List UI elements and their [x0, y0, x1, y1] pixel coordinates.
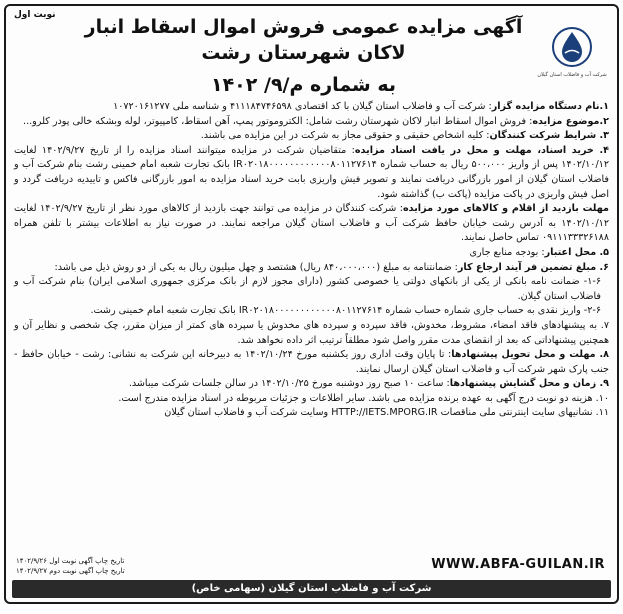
item-1 — [14, 100, 609, 115]
item-10 — [14, 392, 609, 407]
item-text: : شرکت آب و فاضلاب استان گیلان با کد اقتصادی ۴۱۱۱۸۴۷۴۶۵۹۸ و شناسه ملی ۱۰۷۲۰۱۶۱۲۷۷ — [113, 101, 492, 112]
second-print-date: تاریخ چاپ آگهی نوبت دوم ۱۴۰۲/۹/۲۷ — [16, 567, 125, 575]
edition-label: نوبت اول — [14, 10, 56, 20]
item-11 — [14, 406, 609, 421]
item-label: ۴. خرید اسناد، مهلت و محل در یافت اسناد مزایده — [354, 144, 609, 156]
water-drop-logo-icon — [551, 26, 593, 68]
item-text: . به پیشنهادهای فاقد امضاء، مشروط، مخدوش، فاقد سپرده و سپرده های مخدوش یا سپرده های کمتر از میزان مقرر، چک شخصی و نظایر آن و همچنین پیشنهاداتی که بعد از انقضای مدت مقرر واصل شود مطلقاً ترتیب اثر داده نخواهد شد. — [14, 319, 609, 346]
item-label: ۲-۶ — [587, 305, 601, 317]
notice-body — [14, 100, 609, 421]
item-6-2 — [14, 304, 609, 319]
item-label: ۲.موضوع مزایده — [532, 115, 609, 127]
item-text: - واریز نقدی به حساب جاری شماره حساب شماره IR۰۲۰۱۸۰۰۰۰۰۰۰۰۰۰۰۰۸۰۱۱۲۷۶۱۴ بانک تجارت شعبه امام خمینی رشت. — [90, 305, 588, 317]
item-6 — [14, 261, 609, 276]
website-address: WWW.ABFA-GUILAN.IR — [431, 557, 605, 572]
item-label: ۱-۶ — [587, 276, 601, 288]
item-label: ۶. مبلغ تضمین فر آیند ارجاع کار — [457, 261, 609, 273]
company-logo — [537, 26, 607, 90]
notice-title — [76, 14, 531, 98]
item-visit — [14, 202, 609, 246]
item-label: ۸. مهلت و محل تحویل پیشنهادها — [451, 349, 610, 361]
logo-caption: شرکت آب و فاضلاب استان گیلان — [537, 72, 607, 78]
item-9 — [14, 377, 609, 392]
item-label: مهلت بازدید از اقلام و کالاهای مورد مزایده — [403, 203, 609, 215]
item-label: ۵. محل اعتبار — [544, 246, 609, 258]
title-line-2: به شماره م/۹/ ۱۴۰۲ — [210, 74, 397, 96]
item-6-1 — [14, 275, 609, 304]
item-label: ۱۰ — [598, 392, 609, 404]
item-label: ۱۱ — [598, 407, 609, 419]
item-text: : ضمانتنامه به مبلغ (۸۴۰،۰۰۰،۰۰۰ ریال) هشتصد و چهل میلیون ریال به یکی از دو روش ذیل می باشد: — [54, 261, 458, 273]
item-text: : متقاضیان شرکت در مزایده میتوانند اسناد مزایده را از تاریخ ۱۴۰۲/۹/۲۷ لغایت ۱۴۰۲/۱۰/۱۲ پس از واریز ۵۰۰،۰۰۰ ریال به حساب شماره IR۰۲۰۱۸۰۰۰۰۰۰۰۰۰۰۰۰۸۰۱۱۲۷۶۱۴ بانک تجارت شعبه امام خمینی رشت بنام شرکت آب و فاضلاب استان گیلان از امور بازرگانی دریافت نمایند و تصویر فیش واریزی بابت خرید اسناد مزایده به امور بازرگانی فاکس و تاییدیه دریافت گردد و اصل فیش واریزی در پاکت مزایده (پاکت ب) گذاشته شود. — [14, 144, 609, 200]
item-text: - ضمانت نامه بانکی از یکی از بانکهای دولتی یا خصوصی کشور (دارای مجوز لازم از بانک مرکزی جمهوری اسلامی ایران) بنام شرکت آب و فاضلاب استان گیلان. — [14, 276, 601, 302]
first-print-date: تاریخ چاپ آگهی نوبت اول ۱۴۰۲/۹/۲۶ — [16, 557, 125, 565]
item-text: . نشانیهای سایت اینترنتی ملی مناقصات HTTP://IETS.MPORG.IR وسایت شرکت آب و فاضلاب استان گیلان — [164, 407, 599, 419]
item-2 — [14, 115, 609, 130]
item-text: . هزینه دو نوبت درج آگهی به عهده برنده مزایده می باشد. سایر اطلاعات و جزئیات مربوطه در اسناد مزایده مندرج است. — [118, 392, 599, 404]
tender-notice — [4, 4, 619, 604]
item-label: ۹. زمان و محل گشایش پیشنهادها — [449, 378, 609, 390]
item-label: ۳. شرایط شرکت کنندگان — [489, 130, 609, 142]
item-5 — [14, 246, 609, 261]
title-line-1: آگهی مزایده عمومی فروش اموال اسقاط انبار لاکان شهرستان رشت — [84, 16, 523, 64]
item-4 — [14, 144, 609, 202]
item-label: ۷ — [603, 319, 609, 331]
item-7 — [14, 319, 609, 348]
item-8 — [14, 348, 609, 377]
print-dates — [16, 556, 125, 576]
item-text: : کلیه اشخاص حقیقی و حقوقی مجاز به شرکت در این مزایده می باشند. — [200, 130, 490, 142]
footer-company-band: شرکت آب و فاضلاب استان گیلان (سهامی خاص) — [12, 580, 611, 598]
item-label: ۱.نام دستگاه مزایده گزار — [491, 101, 609, 112]
item-text: : فروش اموال اسقاط انبار لاکان شهرستان رشت شامل: الکتروموتور پمپ، آهن اسقاط، کامپیوتر، لوله وبشکه خالی پودر کلرو... — [23, 115, 533, 127]
item-text: : بودجه منابع جاری — [469, 246, 545, 258]
item-text: : شرکت کنندگان در مزایده می توانند جهت بازدید از کالاهای مورد نظر از تاریخ ۱۴۰۲/۹/۲۷ لغایت ۱۴۰۲/۱۰/۱۲ به آدرس رشت خیابان حافظ شرکت آب و فاضلاب استان گیلان مراجعه نمایند. در صورت نیاز به اطلاعات بیشتر با تلفن همراه ۰۹۱۱۱۳۳۳۲۶۱۸۸ تماس حاصل نمایند. — [14, 203, 609, 244]
item-text: : ساعت ۱۰ صبح روز دوشنبه مورخ ۱۴۰۲/۱۰/۲۵ در سالن جلسات شرکت میباشد. — [128, 378, 450, 390]
item-text: : تا پایان وقت اداری روز یکشنبه مورخ ۱۴۰۲/۱۰/۲۴ به دبیرخانه این شرکت به نشانی: رشت - خیابان حافظ - جنب پارک شهر شرکت آب و فاضلاب استان گیلان ارسال نمایند. — [14, 349, 609, 375]
item-3 — [14, 129, 609, 144]
